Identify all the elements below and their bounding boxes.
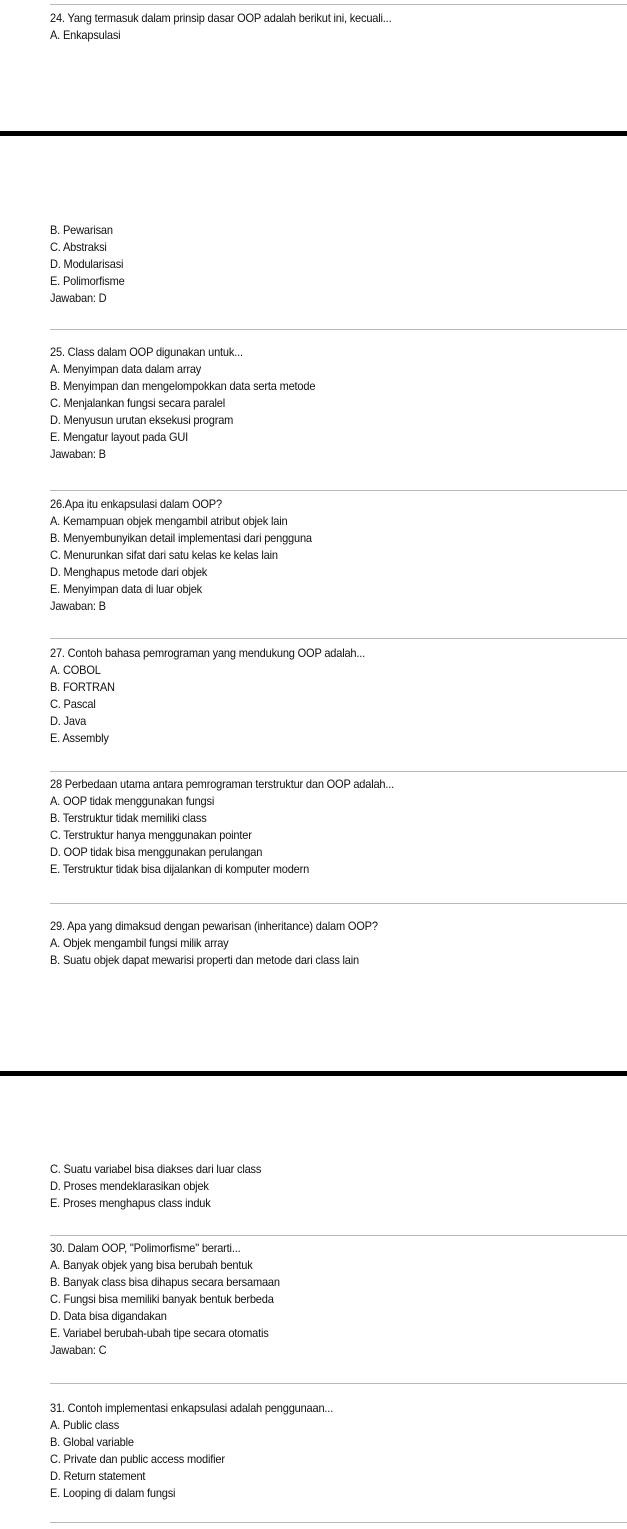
question-text: 27. Contoh bahasa pemrograman yang mendukung OOP adalah... [50, 646, 366, 660]
question-26 [50, 496, 627, 615]
option-e: E. Assembly [50, 731, 109, 745]
separator [50, 771, 627, 772]
option-d: D. Return statement [50, 1469, 146, 1483]
option-a: A. Kemampuan objek mengambil atribut objek lain [50, 514, 288, 528]
question-27 [50, 645, 627, 747]
option-c: C. Suatu variabel bisa diakses dari luar class [50, 1162, 262, 1176]
option-a: A. Enkapsulasi [50, 28, 121, 42]
question-24-continued [50, 222, 627, 307]
option-b: B. Menyembunyikan detail implementasi dari pengguna [50, 531, 312, 545]
option-d: D. Menyusun urutan eksekusi program [50, 413, 234, 427]
option-b: B. Terstruktur tidak memiliki class [50, 811, 207, 825]
option-e: E. Menyimpan data di luar objek [50, 582, 203, 596]
option-e: E. Proses menghapus class induk [50, 1196, 211, 1210]
separator [50, 4, 627, 5]
option-e: E. Variabel berubah-ubah tipe secara otomatis [50, 1326, 269, 1340]
separator [50, 903, 627, 904]
question-text: 31. Contoh implementasi enkapsulasi adalah penggunaan... [50, 1401, 334, 1415]
option-d: D. Modularisasi [50, 257, 124, 271]
option-a: A. Banyak objek yang bisa berubah bentuk [50, 1258, 253, 1272]
option-a: A. COBOL [50, 663, 101, 677]
question-24 [50, 10, 627, 44]
option-c: C. Abstraksi [50, 240, 107, 254]
separator [50, 1235, 627, 1236]
page-break-bar [0, 1071, 627, 1076]
page-break-bar [0, 131, 627, 136]
question-text: 28 Perbedaan utama antara pemrograman terstruktur dan OOP adalah... [50, 777, 395, 791]
question-25 [50, 344, 627, 463]
option-a: A. Public class [50, 1418, 120, 1432]
question-text: 30. Dalam OOP, "Polimorfisme" berarti... [50, 1241, 241, 1255]
option-b: B. Banyak class bisa dihapus secara bersamaan [50, 1275, 280, 1289]
question-text: 26.Apa itu enkapsulasi dalam OOP? [50, 497, 222, 511]
option-c: C. Fungsi bisa memiliki banyak bentuk berbeda [50, 1292, 274, 1306]
separator [50, 1522, 627, 1523]
option-b: B. FORTRAN [50, 680, 115, 694]
option-b: B. Pewarisan [50, 223, 113, 237]
separator [50, 329, 627, 330]
question-text: 29. Apa yang dimaksud dengan pewarisan (inheritance) dalam OOP? [50, 919, 378, 933]
question-29 [50, 918, 627, 969]
option-b: B. Global variable [50, 1435, 134, 1449]
option-c: C. Private dan public access modifier [50, 1452, 225, 1466]
question-31 [50, 1400, 627, 1502]
option-b: B. Suatu objek dapat mewarisi properti dan metode dari class lain [50, 953, 359, 967]
option-e: E. Terstruktur tidak bisa dijalankan di komputer modern [50, 862, 310, 876]
question-text: 24. Yang termasuk dalam prinsip dasar OOP adalah berikut ini, kecuali... [50, 11, 392, 25]
question-29-continued [50, 1161, 627, 1212]
answer: Jawaban: C [50, 1343, 107, 1357]
option-b: B. Menyimpan dan mengelompokkan data serta metode [50, 379, 316, 393]
option-c: C. Terstruktur hanya menggunakan pointer [50, 828, 252, 842]
option-e: E. Looping di dalam fungsi [50, 1486, 176, 1500]
option-c: C. Pascal [50, 697, 96, 711]
question-text: 25. Class dalam OOP digunakan untuk... [50, 345, 243, 359]
option-a: A. Objek mengambil fungsi milik array [50, 936, 229, 950]
separator [50, 1383, 627, 1384]
option-e: E. Polimorfisme [50, 274, 125, 288]
option-a: A. OOP tidak menggunakan fungsi [50, 794, 215, 808]
option-d: D. Data bisa digandakan [50, 1309, 167, 1323]
question-30 [50, 1240, 627, 1359]
option-c: C. Menurunkan sifat dari satu kelas ke kelas lain [50, 548, 278, 562]
answer: Jawaban: B [50, 447, 106, 461]
option-c: C. Menjalankan fungsi secara paralel [50, 396, 226, 410]
option-d: D. Java [50, 714, 87, 728]
option-a: A. Menyimpan data dalam array [50, 362, 202, 376]
question-28 [50, 776, 627, 878]
option-d: D. Menghapus metode dari objek [50, 565, 208, 579]
option-d: D. Proses mendeklarasikan objek [50, 1179, 209, 1193]
answer: Jawaban: D [50, 291, 107, 305]
separator [50, 638, 627, 639]
option-e: E. Mengatur layout pada GUI [50, 430, 189, 444]
answer: Jawaban: B [50, 599, 106, 613]
separator [50, 490, 627, 491]
option-d: D. OOP tidak bisa menggunakan perulangan [50, 845, 263, 859]
